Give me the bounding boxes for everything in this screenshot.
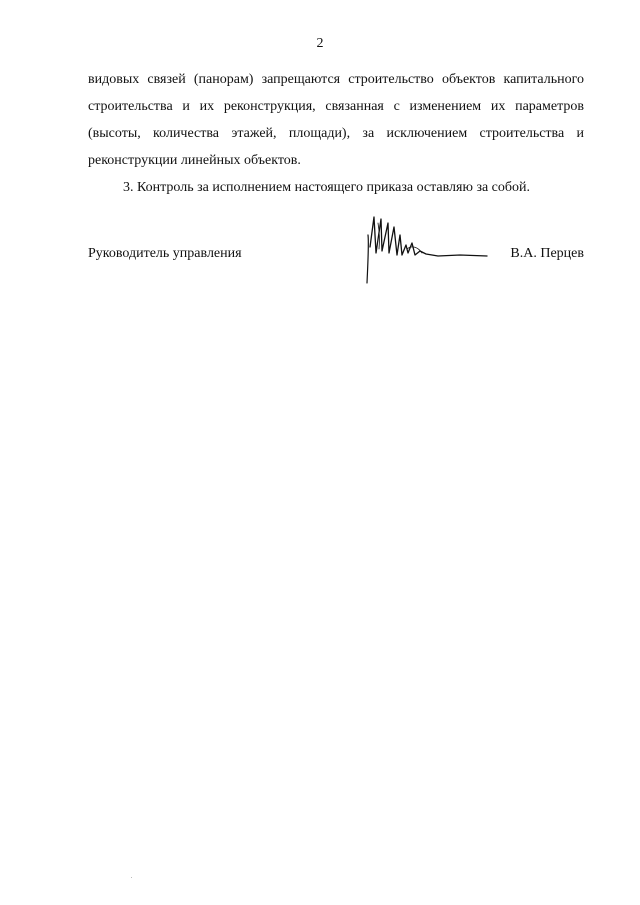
scan-speck: [131, 877, 132, 878]
signer-title: Руководитель управления: [88, 246, 242, 261]
signer-name: В.А. Перцев: [510, 246, 584, 261]
page-number: 2: [316, 36, 324, 51]
handwritten-signature: [360, 205, 490, 285]
signature-block: [88, 246, 584, 270]
document-body: [88, 66, 584, 201]
paragraph-3: 3. Контроль за исполнением настоящего приказа оставляю за собой.: [123, 180, 531, 195]
paragraph-continued: видовых связей (панорам) запрещаются строительство объектов капитального строительства и их реконструкция, связанная с изменением их параметров (высоты, количества этажей, площади), за исключением строительства и реконструкции линейных объектов.: [88, 72, 584, 168]
